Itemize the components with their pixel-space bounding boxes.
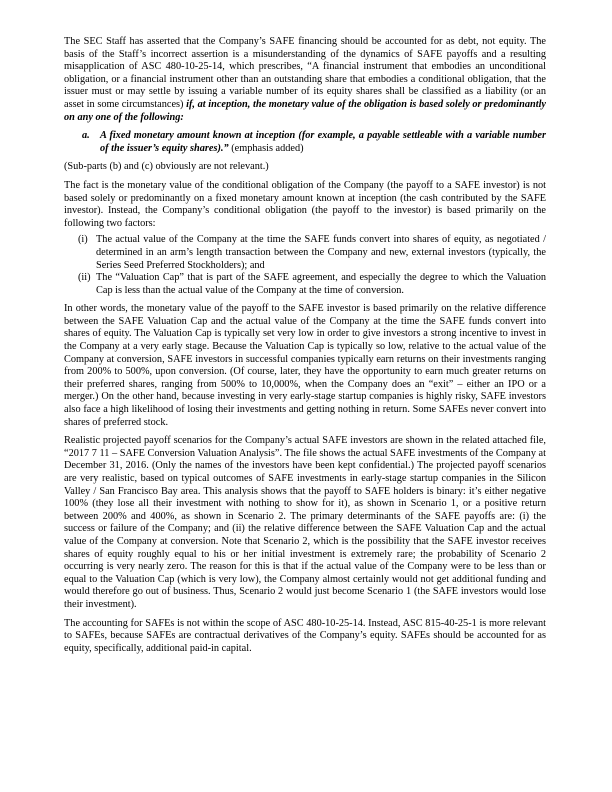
paragraph-accounting-conclusion: The accounting for SAFEs is not within the scope of ASC 480-10-25-14. Instead, ASC 815-40-25-1 is more relevant to SAFEs, because SAFEs are contractual derivatives of the Company’s equity. SAFEs should be accounted for as equity, specifically, additional paid-in capital.	[64, 617, 546, 654]
quoted-item-a-note: (emphasis added)	[228, 142, 304, 154]
paragraph-payoff-scenarios: Realistic projected payoff scenarios for the Company’s actual SAFE investors are shown in the related attached file, “2017 7 11 – SAFE Conversion Valuation Analysis”. The file shows the actual SAFE investments of the Company at December 31, 2016. (Only the names of the investors have been kept confidential.) The projected payoff scenarios are very realistic, based on typical outcomes of SAFE investments in early-stage startup companies in the Silicon Valley / San Francisco Bay area. This analysis shows that the payoff to SAFE holders is binary: it’s either negative 100% (they lose all their investment with nothing to show for it), as shown in Scenario 1, or a positive return between 200% and 400%, as shown in Scenario 2. The primary determinants of the SAFE payoffs are: (i) the success or failure of the Company; and (ii) the relative difference between the SAFE Valuation Cap and the actual value of the Company at conversion. Note that Scenario 2, which is the possibility that the SAFE investor receives shares of equity roughly equal to his or her initial investment is extremely rare; the probability of Scenario 2 occurring is very nearly zero. The reason for this is that if the actual value of the Company were to be less than or equal to the Valuation Cap (which is very low), the Company almost certainly would not get additional funding and would therefore go out of business. Thus, Scenario 2 would just become Scenario 1 (the SAFE investors would lose their investment).	[64, 435, 546, 610]
factor-item-i-marker: (i)	[78, 234, 88, 246]
factor-item-i	[78, 234, 546, 272]
quoted-item-a	[82, 130, 546, 155]
quoted-item-a-text: A fixed monetary amount known at inception (for example, a payable settleable with a variable number of the issuer’s equity shares).”	[100, 130, 546, 154]
paragraph-staff-assertion	[64, 36, 546, 124]
factor-item-ii-marker: (ii)	[78, 272, 91, 284]
paragraph-fact: The fact is the monetary value of the conditional obligation of the Company (the payoff to a SAFE investor) is not based solely or predominantly on a fixed monetary amount known at inception (the cash contributed by the SAFE investor). Instead, the Company’s conditional obligation (the payoff to the investor) is based primarily on the following two factors:	[64, 179, 546, 229]
quoted-item-a-marker: a.	[82, 130, 90, 142]
paragraph-subparts: (Sub-parts (b) and (c) obviously are not relevant.)	[64, 161, 269, 173]
factor-item-i-text: The actual value of the Company at the time the SAFE funds convert into shares of equity, as negotiated / determined in an arm’s length transaction between the Company and new, external investors (typically, the Series Seed Preferred Stockholders); and	[96, 234, 546, 271]
factor-item-ii-text: The “Valuation Cap” that is part of the SAFE agreement, and especially the degree to which the Valuation Cap is less than the actual value of the Company at the time of conversion.	[96, 272, 546, 296]
paragraph-in-other-words: In other words, the monetary value of the payoff to the SAFE investor is based primarily on the relative difference between the SAFE Valuation Cap and the actual value of the Company at the time the SAFE funds convert into shares of equity. The Valuation Cap is typically set very low in order to give investors a strong incentive to invest in the Company at a very early stage. Because the Valuation Cap is typically so low, relative to the actual value of the Company at conversion, SAFE investors in successful companies typically earn returns on their investments ranging from 200% to 500%, upon conversion. (Of course, later, they have the opportunity to earn much greater returns on their preferred shares, ranging from 500% to 10,000%, when the Company does an “exit” – either an IPO or a merger.) On the other hand, because investing in very early-stage startup companies is highly risky, SAFE investors also face a high likelihood of losing their investments and getting nothing in return. Some SAFEs never convert into shares of preferred stock.	[64, 303, 546, 428]
factor-item-ii	[78, 272, 546, 297]
paragraph-staff-assertion-emphasis: if, at inception, the monetary value of the obligation is based solely or predominantly on any one of the following:	[64, 98, 546, 123]
paragraph-staff-assertion-text: The SEC Staff has asserted that the Company’s SAFE financing should be accounted for as debt, not equity. The basis of the Staff’s incorrect assertion is a misunderstanding of the dynamics of SAFE payoffs and a resulting misapplication of ASC 480-10-25-14, which prescribes, “A financial instrument that embodies an unconditional obligation, or a financial instrument other than an outstanding share that embodies a conditional obligation, that the issuer must or may settle by issuing a variable number of its equity shares shall be classified as a liability (or an asset in some circumstances)	[64, 36, 546, 110]
